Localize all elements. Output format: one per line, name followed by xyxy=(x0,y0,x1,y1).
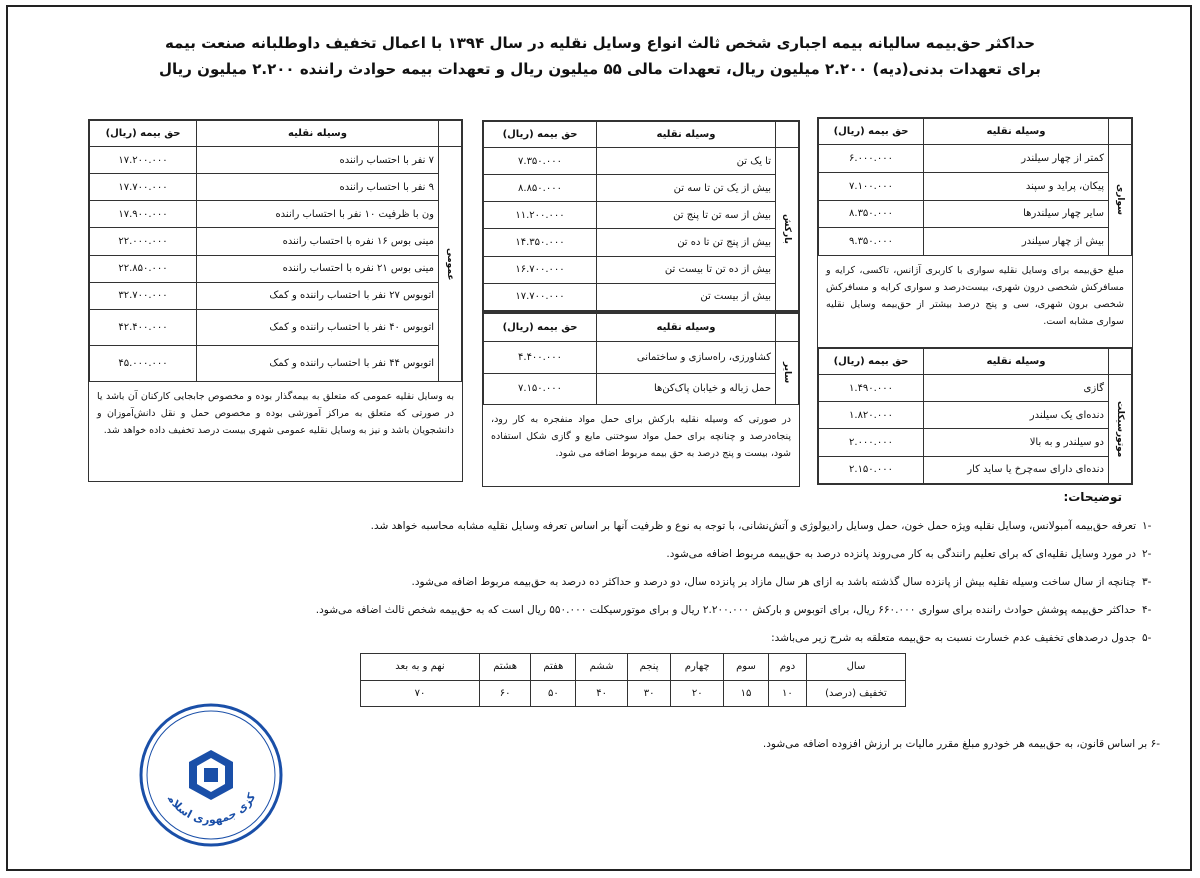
table-row-premium: ۲.۰۰۰.۰۰۰ xyxy=(819,429,924,456)
note-text: حداکثر حق‌بیمه پوشش حوادث راننده برای سواری ۶۶۰.۰۰۰ ریال، برای اتوبوس و بارکش ۲.۲۰۰.۰۰۰ ریال و برای موتورسیکلت ۵۵۰.۰۰۰ ریال است که به حق‌بیمه شخص ثالث اضافه می‌شود. xyxy=(315,604,1136,616)
note-text: تعرفه حق‌بیمه آمبولانس، وسایل نقلیه ویژه حمل خون، حمل وسایل رادیولوژی و آتش‌نشانی، با توجه به نوع و ظرفیت آنها بر اساس تعرفه وسایل نقلیه مشابه محاسبه خواهد شد. xyxy=(370,520,1136,532)
table-row-vehicle: بیش از چهار سیلندر xyxy=(924,228,1109,256)
note-number: -۱ xyxy=(1142,520,1152,532)
sayer-note: در صورتی که وسیله نقلیه بارکش برای حمل مواد منفجره به کار رود، پنجاه‌درصد و چنانچه برای حمل مواد سوختنی مایع و گازی شکل استفاده شود، بیست و پنج درصد به حق بیمه مربوط اضافه می شود. xyxy=(491,414,791,459)
table-row-premium: ۱۶.۷۰۰.۰۰۰ xyxy=(484,256,597,283)
discount-year: دوم xyxy=(768,654,806,681)
title-line-2: برای تعهدات بدنی(دیه) ۲.۲۰۰ میلیون ریال، تعهدات مالی ۵۵ میلیون ریال و تعهدات بیمه حوادث راننده ۲.۲۰۰ میلیون ریال xyxy=(159,60,1041,78)
note-number: -۲ xyxy=(1142,548,1152,560)
category-sayer: سایر xyxy=(776,342,799,405)
discount-table xyxy=(360,653,906,707)
table-row-vehicle: حمل زباله و خیابان پاک‌کن‌ها xyxy=(597,373,776,405)
header-premium: حق بیمه (ریال) xyxy=(484,122,597,148)
discount-year: ششم xyxy=(576,654,627,681)
table-row-premium: ۷.۱۰۰.۰۰۰ xyxy=(819,172,924,200)
category-barkesh: بارکش xyxy=(776,148,799,311)
note-number: -۵ xyxy=(1142,632,1152,644)
discount-percent: ۷۰ xyxy=(361,680,480,707)
seal-icon xyxy=(136,700,286,850)
note-number: -۳ xyxy=(1142,576,1152,588)
table-row-vehicle: سایر چهار سیلندرها xyxy=(924,200,1109,228)
sayer-panel xyxy=(482,312,800,487)
official-seal xyxy=(136,700,286,850)
note-number: -۴ xyxy=(1142,604,1152,616)
seal-text: کزی جمهوری اسلامی xyxy=(165,790,259,827)
table-row-premium: ۱۱.۲۰۰.۰۰۰ xyxy=(484,202,597,229)
motor-panel xyxy=(817,347,1133,485)
discount-percent: ۴۰ xyxy=(576,680,627,707)
document-title xyxy=(0,30,1200,82)
table-row-premium: ۱۷.۷۰۰.۰۰۰ xyxy=(90,174,197,201)
motor-table xyxy=(818,348,1132,484)
table-row-vehicle: اتوبوس ۲۷ نفر با احتساب راننده و کمک xyxy=(197,282,439,309)
note-item xyxy=(70,512,1160,540)
table-row-premium: ۱۷.۷۰۰.۰۰۰ xyxy=(484,283,597,310)
table-row-premium: ۱.۴۹۰.۰۰۰ xyxy=(819,375,924,402)
table-row-premium: ۲۲.۸۵۰.۰۰۰ xyxy=(90,255,197,282)
table-row-vehicle: مینی بوس ۱۶ نفره با احتساب راننده xyxy=(197,228,439,255)
table-row-premium: ۲.۱۵۰.۰۰۰ xyxy=(819,456,924,483)
header-vehicle: وسیله نقلیه xyxy=(924,349,1109,375)
sayer-table xyxy=(483,313,799,405)
header-premium: حق بیمه (ریال) xyxy=(484,314,597,342)
table-row-vehicle: کشاورزی، راه‌سازی و ساختمانی xyxy=(597,342,776,374)
header-vehicle: وسیله نقلیه xyxy=(597,122,776,148)
table-row-vehicle: بیش از سه تن تا پنج تن xyxy=(597,202,776,229)
savari-note: مبلغ حق‌بیمه برای وسایل نقلیه سواری با کاربری آژانس، تاکسی، کرایه و مسافرکش شخصی درون شهری، بیست‌درصد و سواری کرایه و مسافرکش شخصی برون شهری، سی و پنج درصد بیشتر از حق‌بیمه وسایل نقلیه سواری مشابه است. xyxy=(826,265,1124,327)
discount-percent: ۳۰ xyxy=(627,680,671,707)
table-row-vehicle: اتوبوس ۴۴ نفر با احتساب راننده و کمک xyxy=(197,346,439,382)
notes-heading: توضیحات: xyxy=(1063,490,1122,504)
discount-year: هشتم xyxy=(480,654,531,681)
table-row-vehicle: پیکان، پراید و سپند xyxy=(924,172,1109,200)
table-row-premium: ۴۵.۰۰۰.۰۰۰ xyxy=(90,346,197,382)
table-row-vehicle: ۹ نفر با احتساب راننده xyxy=(197,174,439,201)
discount-percent: ۱۵ xyxy=(724,680,769,707)
note-item-6 xyxy=(763,738,1160,750)
barkesh-table xyxy=(483,121,799,311)
header-vehicle: وسیله نقلیه xyxy=(924,119,1109,145)
table-row-vehicle: بیش از بیست تن xyxy=(597,283,776,310)
note-text: بر اساس قانون، به حق‌بیمه هر خودرو مبلغ مقرر مالیات بر ارزش افزوده اضافه می‌شود. xyxy=(762,738,1148,750)
table-row-premium: ۴۲.۴۰۰.۰۰۰ xyxy=(90,310,197,346)
table-row-premium: ۱۷.۲۰۰.۰۰۰ xyxy=(90,147,197,174)
savari-table xyxy=(818,118,1132,256)
discount-percent: ۱۰ xyxy=(768,680,806,707)
discount-year: نهم و به بعد xyxy=(361,654,480,681)
table-row-vehicle: ۷ نفر با احتساب راننده xyxy=(197,147,439,174)
table-row-premium: ۸.۸۵۰.۰۰۰ xyxy=(484,175,597,202)
category-omoomi: عمومی xyxy=(439,147,462,382)
note-item xyxy=(70,568,1160,596)
note-item xyxy=(70,624,1160,652)
discount-year: هفتم xyxy=(531,654,576,681)
table-row-vehicle: مینی بوس ۲۱ نفره با احتساب راننده xyxy=(197,255,439,282)
discount-year: چهارم xyxy=(671,654,724,681)
table-row-vehicle: بیش از یک تن تا سه تن xyxy=(597,175,776,202)
table-row-premium: ۲۲.۰۰۰.۰۰۰ xyxy=(90,228,197,255)
table-row-premium: ۱۴.۳۵۰.۰۰۰ xyxy=(484,229,597,256)
table-row-premium: ۷.۱۵۰.۰۰۰ xyxy=(484,373,597,405)
table-row-vehicle: گازی xyxy=(924,375,1109,402)
table-row-premium: ۳۲.۷۰۰.۰۰۰ xyxy=(90,282,197,309)
table-row-vehicle: بیش از ده تن تا بیست تن xyxy=(597,256,776,283)
header-premium: حق بیمه (ریال) xyxy=(819,349,924,375)
category-motor: موتورسیکلت xyxy=(1109,375,1132,484)
table-row-vehicle: بیش از پنج تن تا ده تن xyxy=(597,229,776,256)
category-savari: سواری xyxy=(1109,145,1132,256)
discount-percent-label: تخفیف (درصد) xyxy=(807,680,906,707)
table-row-vehicle: کمتر از چهار سیلندر xyxy=(924,145,1109,173)
table-row-vehicle: اتوبوس ۴۰ نفر با احتساب راننده و کمک xyxy=(197,310,439,346)
table-row-vehicle: دنده‌ای دارای سه‌چرخ یا ساید کار xyxy=(924,456,1109,483)
table-row-vehicle: دنده‌ای یک سیلندر xyxy=(924,402,1109,429)
omoomi-table xyxy=(89,120,462,382)
barkesh-panel xyxy=(482,120,800,312)
table-row-vehicle: تا یک تن xyxy=(597,148,776,175)
table-row-premium: ۱۷.۹۰۰.۰۰۰ xyxy=(90,201,197,228)
table-row-premium: ۸.۳۵۰.۰۰۰ xyxy=(819,200,924,228)
omoomi-panel xyxy=(88,119,463,482)
discount-year-label: سال xyxy=(807,654,906,681)
discount-year: سوم xyxy=(724,654,769,681)
header-vehicle: وسیله نقلیه xyxy=(597,314,776,342)
table-row-vehicle: دو سیلندر و به بالا xyxy=(924,429,1109,456)
notes-list xyxy=(70,512,1160,652)
header-premium: حق بیمه (ریال) xyxy=(90,121,197,147)
omoomi-note: به وسایل نقلیه عمومی که متعلق به بیمه‌گذار بوده و مخصوص جابجایی کارکنان آن باشد یا در صورتی که متعلق به مراکز آموزشی بوده و مخصوص حمل و نقل دانش‌آموزان و دانشجویان باشد و نیز به وسایل نقلیه عمومی شهری بیست درصد تخفیف داده خواهد شد. xyxy=(97,391,454,436)
note-text: چنانچه از سال ساخت وسیله نقلیه بیش از پانزده سال گذشته باشد به ازای هر سال مازاد بر پانزده سال، دو درصد و حداکثر ده درصد به حق‌بیمه مربوط اضافه می‌شود. xyxy=(411,576,1136,588)
discount-year: پنجم xyxy=(627,654,671,681)
discount-percent: ۶۰ xyxy=(480,680,531,707)
note-text: در مورد وسایل نقلیه‌ای که برای تعلیم رانندگی به کار می‌روند پانزده درصد به حق‌بیمه مربوط اضافه می‌شود. xyxy=(666,548,1136,560)
note-text: جدول درصدهای تخفیف عدم خسارت نسبت به حق‌بیمه متعلقه به شرح زیر می‌باشد: xyxy=(771,632,1136,644)
discount-percent: ۲۰ xyxy=(671,680,724,707)
discount-percent: ۵۰ xyxy=(531,680,576,707)
table-row-premium: ۴.۴۰۰.۰۰۰ xyxy=(484,342,597,374)
table-row-premium: ۹.۳۵۰.۰۰۰ xyxy=(819,228,924,256)
header-premium: حق بیمه (ریال) xyxy=(819,119,924,145)
note-item xyxy=(70,540,1160,568)
table-row-premium: ۶.۰۰۰.۰۰۰ xyxy=(819,145,924,173)
title-line-1: حداکثر حق‌بیمه سالیانه بیمه اجباری شخص ثالث انواع وسایل نقلیه در سال ۱۳۹۴ با اعمال تخفیف داوطلبانه صنعت بیمه xyxy=(164,34,1036,52)
note-number: -۶ xyxy=(1150,738,1160,750)
header-vehicle: وسیله نقلیه xyxy=(197,121,439,147)
table-row-premium: ۷.۳۵۰.۰۰۰ xyxy=(484,148,597,175)
note-item xyxy=(70,596,1160,624)
table-row-vehicle: ون با ظرفیت ۱۰ نفر با احتساب راننده xyxy=(197,201,439,228)
savari-panel xyxy=(817,117,1133,352)
table-row-premium: ۱.۸۲۰.۰۰۰ xyxy=(819,402,924,429)
